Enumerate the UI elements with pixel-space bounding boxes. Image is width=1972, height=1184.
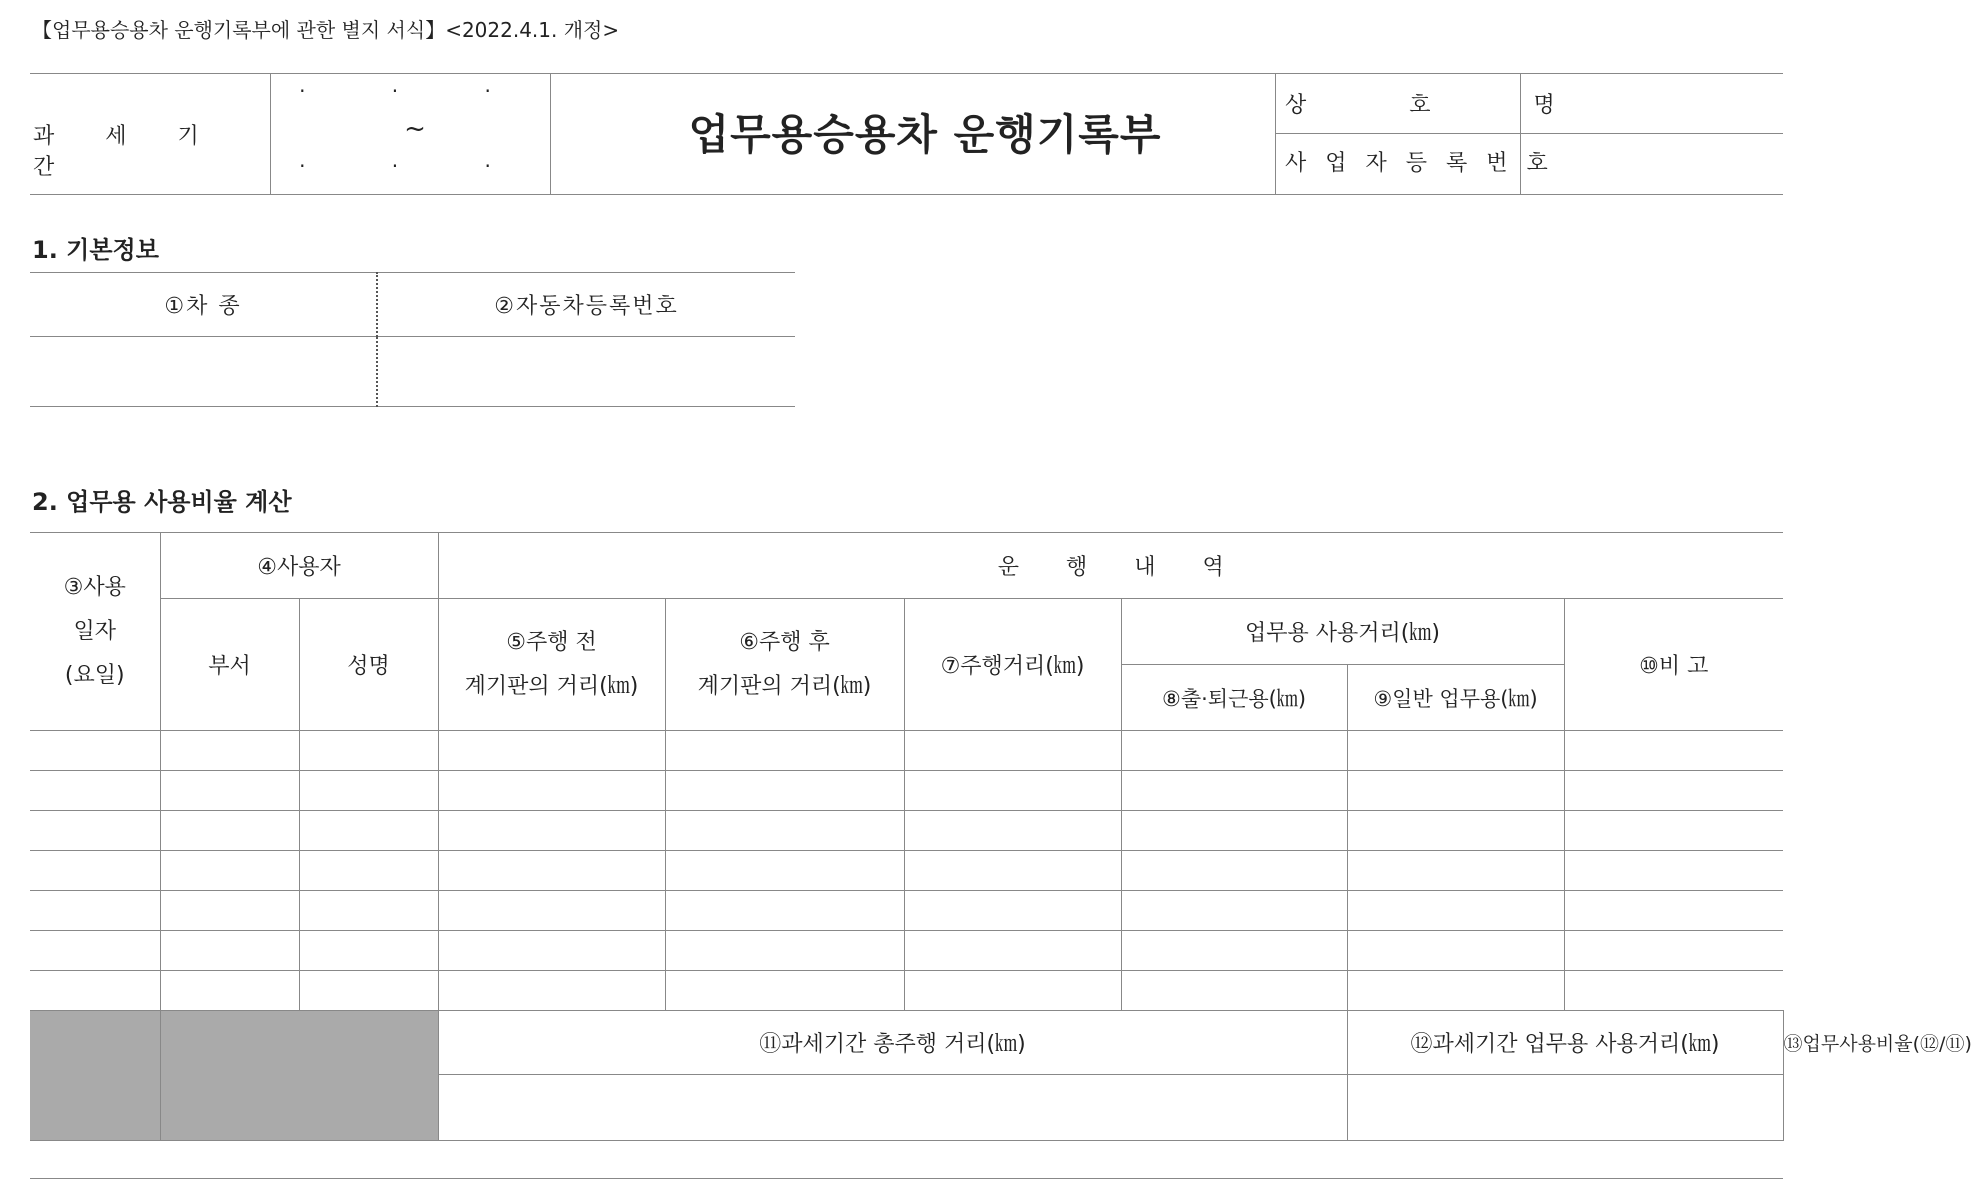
general-cell[interactable] [1347,731,1564,771]
date-cell[interactable] [30,971,160,1011]
dept-cell[interactable] [160,931,299,971]
odometer-before-cell[interactable] [438,811,665,851]
form-title: 업무용승용차 운행기록부 [688,110,1162,159]
name-header: 성명 [299,599,438,731]
odometer-before-cell[interactable] [438,851,665,891]
remarks-cell[interactable] [1564,971,1783,1011]
general-cell[interactable] [1347,811,1564,851]
log-row [30,851,1783,891]
history-header: 운 행 내 역 [438,533,1783,599]
date-cell[interactable] [30,931,160,971]
odometer-after-line2: 계기판의 거리(㎞) [697,673,872,699]
remarks-cell[interactable] [1564,811,1783,851]
remarks-cell[interactable] [1564,851,1783,891]
car-regno-header: ②자동차등록번호 [377,273,795,337]
odometer-after-cell[interactable] [665,771,904,811]
name-cell[interactable] [299,891,438,931]
dept-header: 부서 [160,599,299,731]
name-cell[interactable] [299,731,438,771]
dept-cell[interactable] [160,851,299,891]
basic-info-table [30,272,795,407]
commute-cell[interactable] [1121,731,1347,771]
company-name-label: 상 호 명 [1285,93,1603,118]
form-bottom-rule [30,1178,1783,1179]
name-cell[interactable] [299,771,438,811]
date-cell[interactable] [30,851,160,891]
remarks-header: ⑩비 고 [1564,599,1783,731]
name-cell[interactable] [299,931,438,971]
odometer-after-cell[interactable] [665,891,904,931]
distance-cell[interactable] [904,851,1121,891]
distance-cell[interactable] [904,731,1121,771]
distance-cell[interactable] [904,931,1121,971]
odometer-before-cell[interactable] [438,771,665,811]
remarks-cell[interactable] [1564,891,1783,931]
distance-cell[interactable] [904,971,1121,1011]
odometer-before-cell[interactable] [438,971,665,1011]
general-cell[interactable] [1347,771,1564,811]
use-date-line3: (요일) [64,662,125,688]
summary-blank-cell-2 [160,1011,438,1141]
commute-cell[interactable] [1121,891,1347,931]
remarks-cell[interactable] [1564,931,1783,971]
commute-cell[interactable] [1121,771,1347,811]
commute-header: ⑧출·퇴근용(㎞) [1121,665,1347,731]
period-end-dots: · · · [299,154,531,178]
log-row [30,891,1783,931]
usage-log-table: ③사용 일자 (요일) ④사용자 운 행 내 역 부서 성명 ⑤주행 전 계기판의 거리(㎞) ⑥주행 후 계기판의 거리(㎞) ⑦주행거리(㎞) 업무용 사용거리(㎞) ⑩비 고 ⑧출·퇴근용(㎞) ⑨일반 업무용(㎞) ⑪과세기간 총주행 거리(㎞) ⑫과세기간 업무용 사용거리(㎞) ⑬업무사용비율(⑫/⑪) [30,532,1783,1141]
business-total-header: ⑫과세기간 업무용 사용거리(㎞) [1347,1011,1783,1075]
car-type-field[interactable] [30,337,377,407]
distance-cell[interactable] [904,771,1121,811]
distance-header: ⑦주행거리(㎞) [904,599,1121,731]
commute-cell[interactable] [1121,931,1347,971]
form-header [30,73,1783,195]
log-row [30,931,1783,971]
business-number-field[interactable] [1521,134,1783,192]
business-number-label: 사 업 자 등 록 번 호 [1285,151,1554,176]
name-cell[interactable] [299,851,438,891]
use-date-line1: ③사용 [63,574,126,600]
odometer-after-header [665,599,904,731]
odometer-before-cell[interactable] [438,891,665,931]
commute-cell[interactable] [1121,971,1347,1011]
odometer-before-header [438,599,665,731]
section-usage-ratio-heading: 2. 업무용 사용비율 계산 [32,488,292,516]
use-date-header [30,533,160,731]
date-cell[interactable] [30,811,160,851]
form-caption: 【업무용승용차 운행기록부에 관한 별지 서식】<2022.4.1. 개정> [32,18,620,42]
odometer-after-cell[interactable] [665,931,904,971]
period-start-dots: · · · [299,79,531,103]
car-type-header: ①차 종 [30,273,377,337]
odometer-after-cell[interactable] [665,731,904,771]
dept-cell[interactable] [160,971,299,1011]
odometer-after-cell[interactable] [665,851,904,891]
odometer-before-line2: 계기판의 거리(㎞) [464,673,639,699]
odometer-after-cell[interactable] [665,811,904,851]
date-cell[interactable] [30,771,160,811]
date-cell[interactable] [30,731,160,771]
general-cell[interactable] [1347,971,1564,1011]
commute-cell[interactable] [1121,851,1347,891]
use-date-line2: 일자 [73,618,116,644]
business-total-field[interactable] [1347,1075,1783,1141]
commute-cell[interactable] [1121,811,1347,851]
odometer-after-line1: ⑥주행 후 [739,629,830,655]
dept-cell[interactable] [160,771,299,811]
general-cell[interactable] [1347,851,1564,891]
log-row [30,771,1783,811]
general-cell[interactable] [1347,891,1564,931]
general-cell[interactable] [1347,931,1564,971]
user-header: ④사용자 [160,533,438,599]
period-label: 과 세 기 간 [33,124,221,180]
distance-cell[interactable] [904,891,1121,931]
odometer-before-line1: ⑤주행 전 [506,629,597,655]
log-row [30,731,1783,771]
log-row [30,971,1783,1011]
name-cell[interactable] [299,971,438,1011]
company-name-field[interactable] [1521,74,1783,132]
odometer-after-cell[interactable] [665,971,904,1011]
total-distance-header: ⑪과세기간 총주행 거리(㎞) [438,1011,1347,1075]
date-cell[interactable] [30,891,160,931]
business-distance-header: 업무용 사용거리(㎞) [1121,599,1564,665]
dept-cell[interactable] [160,891,299,931]
log-row [30,811,1783,851]
odometer-before-cell[interactable] [438,931,665,971]
remarks-cell[interactable] [1564,771,1783,811]
section-basic-info-heading: 1. 기본정보 [32,236,159,264]
dept-cell[interactable] [160,811,299,851]
car-regno-field[interactable] [377,337,795,407]
summary-blank-cell [30,1011,160,1141]
distance-cell[interactable] [904,811,1121,851]
remarks-cell[interactable] [1564,731,1783,771]
dept-cell[interactable] [160,731,299,771]
general-business-header: ⑨일반 업무용(㎞) [1347,665,1564,731]
name-cell[interactable] [299,811,438,851]
period-tilde: ~ [404,114,426,144]
odometer-before-cell[interactable] [438,731,665,771]
total-distance-field[interactable] [438,1075,1347,1141]
